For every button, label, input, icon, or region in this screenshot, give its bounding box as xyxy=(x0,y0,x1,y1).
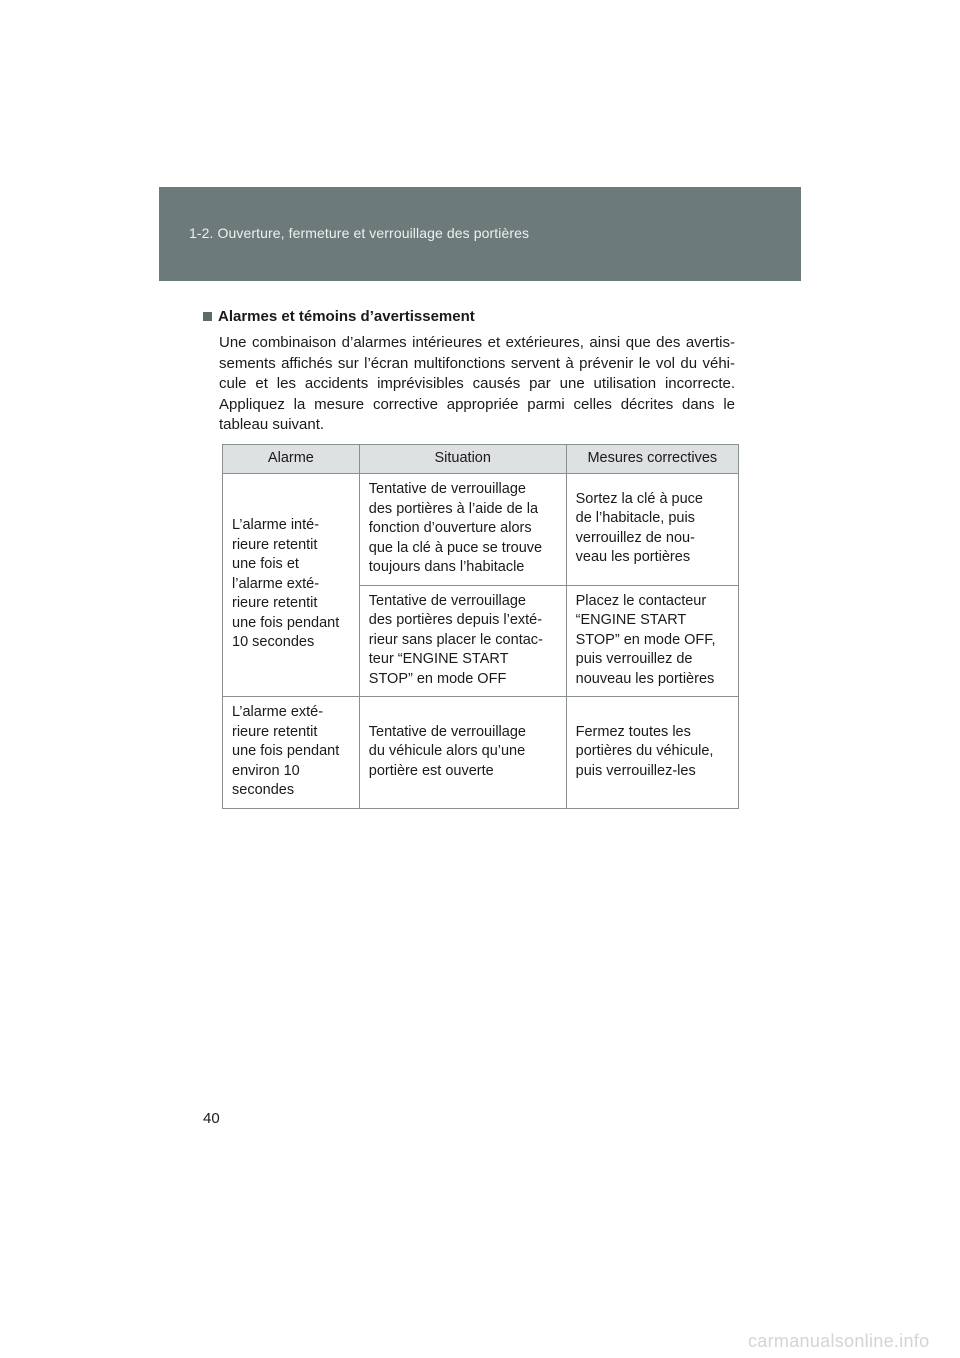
situation-cell xyxy=(359,697,566,809)
page-number: 40 xyxy=(203,1110,220,1127)
action-text: Placez le contacteur “ENGINE START STOP” en mode OFF, puis verrouillez de nouveau les portières xyxy=(575,592,716,687)
alarm-cell xyxy=(223,474,360,697)
action-text: Fermez toutes les portières du véhicule, puis verrouillez-les xyxy=(575,723,714,779)
header-alarme: Alarme xyxy=(223,445,360,474)
section-header: 1-2. Ouverture, fermeture et verrouillage des portières xyxy=(189,225,530,241)
table-row xyxy=(223,697,739,809)
alarm-text: L’alarme inté- rieure retentit une fois et l’alarme exté- rieure retentit une fois pendant 10 secondes xyxy=(232,517,340,651)
alarm-text: L’alarme exté- rieure retentit une fois pendant environ 10 secondes xyxy=(232,704,340,798)
table-row xyxy=(223,474,739,586)
square-bullet-icon xyxy=(203,312,212,321)
action-text: Sortez la clé à puce de l’habitacle, puis verrouillez de nou- veau les portières xyxy=(575,490,703,566)
situation-text: Tentative de verrouillage des portières à l’aide de la fonction d’ouverture alors que la clé à puce se trouve toujours dans l’habitacle xyxy=(368,481,543,575)
section-title-text: Alarmes et témoins d’avertissement xyxy=(218,308,475,325)
alarm-table xyxy=(222,444,739,809)
watermark: carmanualsonline.info xyxy=(748,1331,930,1351)
table-header-row xyxy=(223,445,739,474)
situation-cell xyxy=(359,585,566,697)
intro-paragraph: Une combinaison d’alarmes intérieures et extérieures, ainsi que des avertis-sements affichés sur l’écran multifonctions servent à prévenir le vol du véhi-cule et les accidents imprévisibles causés par une utilisation incorrecte. Appliquez la mesure corrective appropriée parmi celles décrites dans le tableau suivant. xyxy=(219,334,735,433)
action-cell xyxy=(566,474,738,586)
situation-text: Tentative de verrouillage des portières depuis l’exté- rieur sans placer le contac- teur “ENGINE START STOP” en mode OFF xyxy=(368,592,543,687)
action-cell xyxy=(566,697,738,809)
section-title xyxy=(203,308,475,325)
header-situation: Situation xyxy=(359,445,566,474)
action-cell xyxy=(566,585,738,697)
alarm-cell xyxy=(223,697,360,809)
situation-text: Tentative de verrouillage du véhicule alors qu’une portière est ouverte xyxy=(368,723,526,779)
situation-cell xyxy=(359,474,566,586)
header-mesures: Mesures correctives xyxy=(566,445,738,474)
header-band xyxy=(159,187,801,281)
